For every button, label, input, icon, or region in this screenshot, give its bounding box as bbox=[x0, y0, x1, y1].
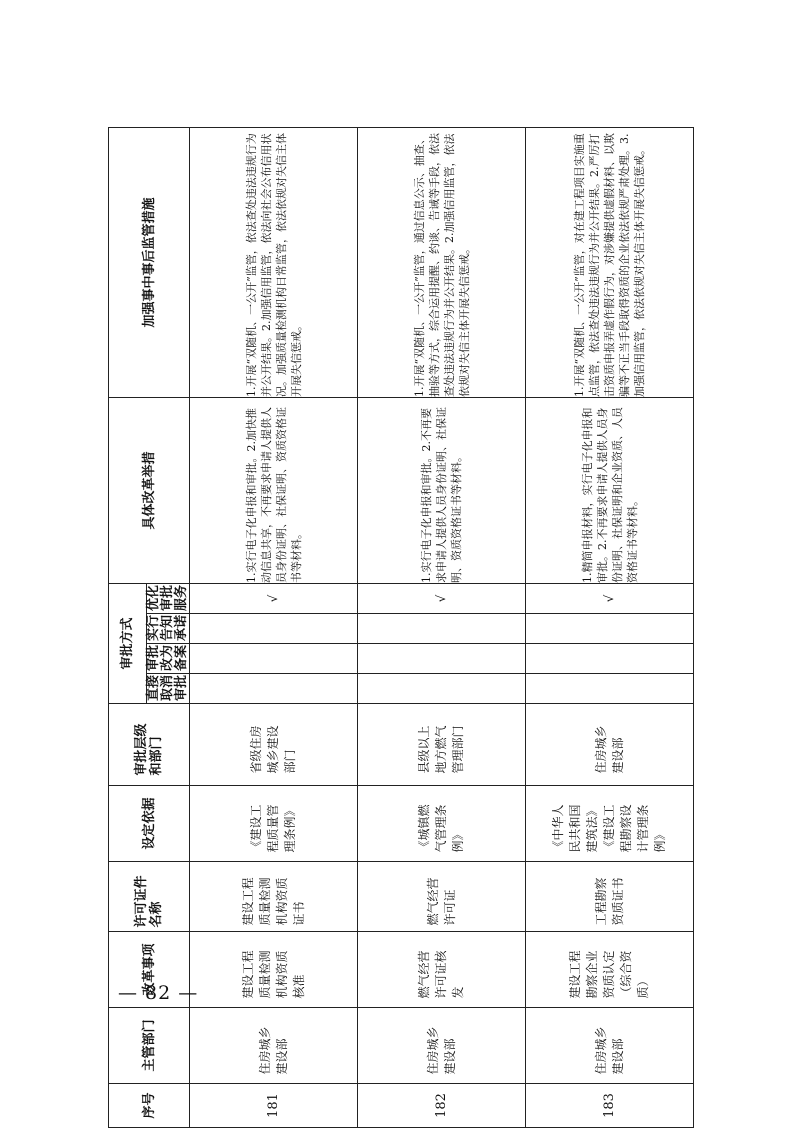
row-item bbox=[190, 932, 358, 1008]
header-method-optimize bbox=[147, 583, 190, 613]
row-dept bbox=[358, 1008, 526, 1084]
table-row bbox=[526, 127, 694, 1127]
header-method-cancel bbox=[147, 674, 190, 704]
header-method-filing bbox=[147, 644, 190, 674]
row-item bbox=[526, 932, 694, 1008]
table-row bbox=[358, 127, 526, 1127]
row-filing-cell bbox=[358, 644, 526, 674]
row-dept-text: 住房城乡建设部 bbox=[257, 1026, 289, 1075]
row-measures: 1.实行电子化申报和审批。2.加快推动信息共享，不再要求申请人提供人员身份证明、社保证明、资质资格证书等材料。 bbox=[190, 397, 358, 583]
row-dept bbox=[190, 1008, 358, 1084]
row-license-text: 燃气经营许可证 bbox=[425, 877, 457, 926]
row-basis bbox=[526, 786, 694, 862]
row-license-text: 建设工程质量检测机构资质证书 bbox=[240, 877, 306, 926]
row-filing-cell bbox=[190, 644, 358, 674]
row-level bbox=[526, 704, 694, 786]
row-dept bbox=[526, 1008, 694, 1084]
row-cancel-cell bbox=[358, 674, 526, 704]
row-supervision: 1.开展“双随机、一公开”监管，通过信息公示、抽查、抽验等方式，综合运用提醒、约谈、告诫等手段，依法查处违法违规行为并公开结果。2.加强信用监管，依法依规对失信主体开展失信惩戒。 bbox=[358, 127, 526, 397]
row-basis bbox=[190, 786, 358, 862]
header-item: 改革事项 bbox=[109, 932, 190, 1008]
row-level-text: 住房城乡建设部 bbox=[593, 725, 625, 774]
header-method-filing-text: 审批改为备案 bbox=[146, 645, 189, 672]
row-measures: 1.精简申报材料，实行电子化申报和审批。2.不再要求申请人提供人员身份证明、社保证明和企业资质、人员资格证书等材料。 bbox=[526, 397, 694, 583]
row-level-text: 县级以上地方燃气管理部门 bbox=[417, 725, 465, 774]
row-seq: 181 bbox=[190, 1084, 358, 1128]
row-item-text: 建设工程勘察企业资质认定（综合资质） bbox=[568, 950, 650, 999]
row-basis-text: 《中华人民共和国建筑法》《建设工程勘察设计管理条例》 bbox=[551, 804, 667, 853]
header-seq: 序号 bbox=[109, 1084, 190, 1128]
rotated-table-wrapper bbox=[108, 128, 688, 1128]
header-row-top bbox=[109, 127, 147, 1127]
row-level bbox=[190, 704, 358, 786]
header-method: 审批方式 bbox=[109, 583, 147, 703]
reform-table bbox=[108, 127, 694, 1128]
row-license bbox=[358, 862, 526, 932]
header-method-notice bbox=[147, 614, 190, 644]
header-measures: 具体改革举措 bbox=[109, 397, 190, 583]
row-basis bbox=[358, 786, 526, 862]
row-notice-cell bbox=[526, 614, 694, 644]
row-item-text: 建设工程质量检测机构资质核准 bbox=[240, 950, 306, 999]
row-seq: 182 bbox=[358, 1084, 526, 1128]
header-method-cancel-text: 直接取消审批 bbox=[146, 675, 189, 702]
check-mark: √ bbox=[526, 583, 694, 613]
row-item-text: 燃气经营许可证核发 bbox=[417, 950, 465, 999]
row-item bbox=[358, 932, 526, 1008]
header-supervision: 加强事中事后监管措施 bbox=[109, 127, 190, 397]
header-license-text: 许可证件名称 bbox=[134, 875, 164, 928]
header-level-text: 审批层级和部门 bbox=[134, 723, 164, 776]
row-dept-text: 住房城乡建设部 bbox=[425, 1026, 457, 1075]
header-method-notice-text: 实行告知承诺 bbox=[146, 615, 189, 642]
check-mark: √ bbox=[190, 583, 358, 613]
row-notice-cell bbox=[190, 614, 358, 644]
row-measures: 1.实行电子化申报和审批。2.不再要求申请人提供人员身份证明、社保证明、资质资格证书等材料。 bbox=[358, 397, 526, 583]
row-cancel-cell bbox=[190, 674, 358, 704]
row-basis-text: 《城镇燃气管理条例》 bbox=[417, 804, 465, 853]
row-basis-text: 《建设工程质量管理条例》 bbox=[249, 804, 297, 853]
row-supervision: 1.开展“双随机、一公开”监管，对在建工程项目实施重点监管，依法查处违法违规行为并公开结果。2.严厉打击资质申报弄虚作假行为，对涉嫌提供虚假材料、以欺骗等不正当手段取得资质的企业依法依规严肃处理。3.加强信用监管，依法依规对失信主体开展失信惩戒。 bbox=[526, 127, 694, 397]
row-dept-text: 住房城乡建设部 bbox=[593, 1026, 625, 1075]
header-license bbox=[109, 862, 190, 932]
check-mark: √ bbox=[358, 583, 526, 613]
header-level bbox=[109, 704, 190, 786]
header-method-optimize-text: 优化审批服务 bbox=[146, 585, 189, 612]
header-basis: 设定依据 bbox=[109, 786, 190, 862]
row-level bbox=[358, 704, 526, 786]
row-license bbox=[526, 862, 694, 932]
row-seq: 183 bbox=[526, 1084, 694, 1128]
row-cancel-cell bbox=[526, 674, 694, 704]
row-supervision: 1.开展“双随机、一公开”监管，依法查处违法违规行为并公开结果。2.加强信用监管，依法向社会公布信用状况。加强质量检测机构日常监管，依法依规对失信主体开展失信惩戒。 bbox=[190, 127, 358, 397]
row-license bbox=[190, 862, 358, 932]
table-row bbox=[190, 127, 358, 1127]
row-notice-cell bbox=[358, 614, 526, 644]
header-dept: 主管部门 bbox=[109, 1008, 190, 1084]
row-license-text: 工程勘察资质证书 bbox=[593, 877, 625, 926]
page-number: — 82 — bbox=[118, 982, 199, 1004]
row-level-text: 省级住房城乡建设部门 bbox=[249, 725, 297, 774]
row-filing-cell bbox=[526, 644, 694, 674]
